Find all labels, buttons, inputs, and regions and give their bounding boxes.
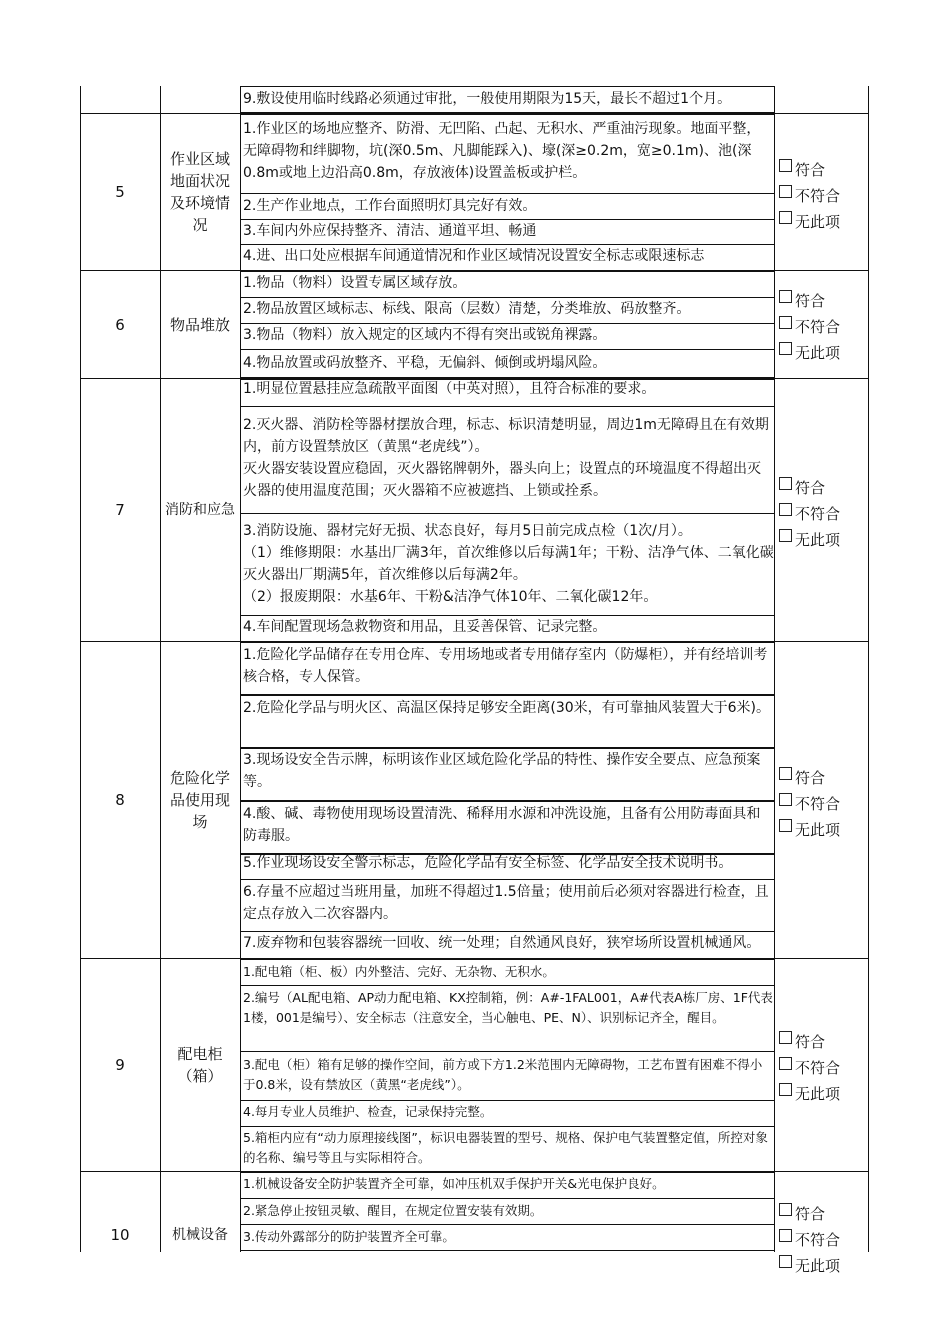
option-nonconform[interactable]: 不符合 (779, 313, 869, 339)
option-conform[interactable]: 符合 (779, 287, 869, 313)
option-nonconform[interactable]: 不符合 (779, 1226, 869, 1252)
option-na[interactable]: 无此项 (779, 526, 869, 552)
check-item: 3.配电（柜）箱有足够的操作空间，前方或下方1.2米范围内无障碍物，工艺布置有困难不得小于0.8米，设有禁放区（黄黑“老虎线”）。 (243, 1057, 763, 1092)
check-item: 3.现场设安全告示牌，标明该作业区域危险化学品的特性、操作安全要点、应急预案等。 (243, 752, 761, 790)
check-item: 5.箱柜内应有“动力原理接线图”，标识电器装置的型号、规格、保护电气装置整定值，所控对象的名称、编号等且与实际相符合。 (243, 1130, 768, 1165)
checkbox-icon[interactable] (779, 529, 792, 542)
check-item: 4.酸、碱、毒物使用现场设置清洗、稀释用水源和冲洗设施，且备有公用防毒面具和防毒服。 (243, 806, 761, 844)
option-nonconform[interactable]: 不符合 (779, 1054, 869, 1080)
option-na[interactable]: 无此项 (779, 208, 869, 234)
check-item: 3.车间内外应保持整齐、清洁、通道平坦、畅通 (243, 223, 537, 239)
checkbox-icon[interactable] (779, 159, 792, 172)
row-name: 配电柜（箱） (177, 1045, 223, 1085)
check-item: 2.危险化学品与明火区、高温区保持足够安全距离(30米，有可靠抽风装置大于6米)。 (243, 700, 771, 716)
check-item: 1.作业区的场地应整齐、防滑、无凹陷、凸起、无积水、严重油污现象。地面平整，无障碍物和绊脚物，坑(深0.5m、凡脚能踩入)、壕(深≥0.2m，宽≥0.1m)、池(深0.8m或地上边沿高0.8m，存放液体)设置盖板或护栏。 (243, 121, 761, 181)
checkbox-icon[interactable] (779, 477, 792, 490)
option-conform[interactable]: 符合 (779, 764, 869, 790)
options-group (779, 287, 869, 365)
checkbox-icon[interactable] (779, 290, 792, 303)
check-item: 2.生产作业地点，工作台面照明灯具完好有效。 (243, 198, 537, 214)
check-item: 4.进、出口处应根据车间通道情况和作业区域情况设置安全标志或限速标志 (243, 248, 705, 264)
checkbox-icon[interactable] (779, 185, 792, 198)
option-conform[interactable]: 符合 (779, 474, 869, 500)
check-item: 4.车间配置现场急救物资和用品，且妥善保管、记录完整。 (243, 619, 607, 635)
checkbox-icon[interactable] (779, 1203, 792, 1216)
checkbox-icon[interactable] (779, 1031, 792, 1044)
checkbox-icon[interactable] (779, 1083, 792, 1096)
checkbox-icon[interactable] (779, 211, 792, 224)
checkbox-icon[interactable] (779, 767, 792, 780)
check-item: 5.作业现场设安全警示标志，危险化学品有安全标签、化学品安全技术说明书。 (243, 855, 733, 871)
grid-line (160, 86, 161, 1252)
row-name: 物品堆放 (169, 315, 230, 334)
row-name: 危险化学品使用现场 (169, 769, 230, 831)
checkbox-icon[interactable] (779, 1057, 792, 1070)
checkbox-icon[interactable] (779, 819, 792, 832)
checkbox-icon[interactable] (779, 1229, 792, 1242)
check-item: 1.危险化学品储存在专用仓库、专用场地或者专用储存室内（防爆柜），并有经培训考核合格，专人保管。 (243, 647, 768, 685)
row-number: 5 (115, 183, 125, 201)
check-item: 1.配电箱（柜、板）内外整洁、完好、无杂物、无积水。 (243, 964, 555, 979)
checkbox-icon[interactable] (779, 793, 792, 806)
row-number: 7 (115, 501, 125, 519)
check-item: 2.紧急停止按钮灵敏、醒目，在规定位置安装有效期。 (243, 1203, 543, 1218)
check-item: 2.灭火器、消防栓等器材摆放合理，标志、标识清楚明显，周边1m无障碍且在有效期内，前方设置禁放区（黄黑“老虎线”）。 灭火器安装设置应稳固，灭火器铭牌朝外，器头向上；设置点的环境温度不得超出灭火器的使用温度范围；灭火器箱不应被遮挡、上锁或拴系。 (243, 417, 769, 499)
check-item: 1.明显位置悬挂应急疏散平面图（中英对照），且符合标准的要求。 (243, 381, 656, 397)
check-item: 3.传动外露部分的防护装置齐全可靠。 (243, 1229, 455, 1244)
check-item: 6.存量不应超过当班用量，加班不得超过1.5倍量；使用前后必须对容器进行检查，且定点存放入二次容器内。 (243, 884, 769, 922)
option-conform[interactable]: 符合 (779, 156, 869, 182)
row-number: 9 (115, 1056, 125, 1074)
check-item: 1.机械设备安全防护装置齐全可靠，如冲压机双手保护开关&光电保护良好。 (243, 1176, 665, 1191)
option-conform[interactable]: 符合 (779, 1028, 869, 1054)
row-name: 机械设备 (172, 1227, 228, 1243)
check-item: 2.编号（AL配电箱、AP动力配电箱、KX控制箱，例：A#-1FAL001，A#代表A栋厂房、1F代表1楼，001是编号）、安全标志（注意安全，当心触电、PE、N）、识别标记齐全，醒目。 (243, 990, 773, 1025)
check-item: 1.物品（物料）设置专属区域存放。 (243, 275, 467, 291)
check-item: 4.物品放置或码放整齐、平稳，无偏斜、倾倒或坍塌风险。 (243, 355, 607, 371)
row-name: 作业区域地面状况及环境情况 (169, 150, 230, 234)
option-conform[interactable]: 符合 (779, 1200, 869, 1226)
check-item: 3.消防设施、器材完好无损、状态良好，每月5日前完成点检（1次/月）。 （1）维修期限：水基出厂满3年，首次维修以后每满1年；干粉、洁净气体、二氧化碳灭火器出厂期满5年，首次维修以后每满2年。 （2）报废期限：水基6年、干粉&洁净气体10年、二氧化碳12年。 (243, 523, 774, 605)
checkbox-icon[interactable] (779, 316, 792, 329)
row-number: 10 (110, 1226, 130, 1244)
options-group (779, 1200, 869, 1278)
option-na[interactable]: 无此项 (779, 339, 869, 365)
option-na[interactable]: 无此项 (779, 1080, 869, 1106)
checkbox-icon[interactable] (779, 503, 792, 516)
row-name: 消防和应急 (165, 502, 235, 518)
options-group (779, 1028, 869, 1106)
row-number: 6 (115, 315, 125, 334)
options-group (779, 474, 869, 552)
option-nonconform[interactable]: 不符合 (779, 790, 869, 816)
option-nonconform[interactable]: 不符合 (779, 500, 869, 526)
check-item: 2.物品放置区域标志、标线、限高（层数）清楚，分类堆放、码放整齐。 (243, 301, 691, 317)
option-nonconform[interactable]: 不符合 (779, 182, 869, 208)
checkbox-icon[interactable] (779, 342, 792, 355)
check-item: 4.每月专业人员维护、检查，记录保持完整。 (243, 1104, 493, 1119)
check-item: 7.废弃物和包装容器统一回收、统一处理；自然通风良好，狭窄场所设置机械通风。 (243, 935, 761, 951)
grid-line (774, 86, 775, 1252)
checkbox-icon[interactable] (779, 1255, 792, 1268)
options-group (779, 764, 869, 842)
options-group (779, 156, 869, 234)
row-number: 8 (115, 791, 125, 809)
option-na[interactable]: 无此项 (779, 816, 869, 842)
check-item: 3.物品（物料）放入规定的区域内不得有突出或锐角裸露。 (243, 327, 607, 343)
top-item: 9.敷设使用临时线路必须通过审批，一般使用期限为15天，最长不超过1个月。 (243, 91, 732, 107)
option-na[interactable]: 无此项 (779, 1252, 869, 1278)
